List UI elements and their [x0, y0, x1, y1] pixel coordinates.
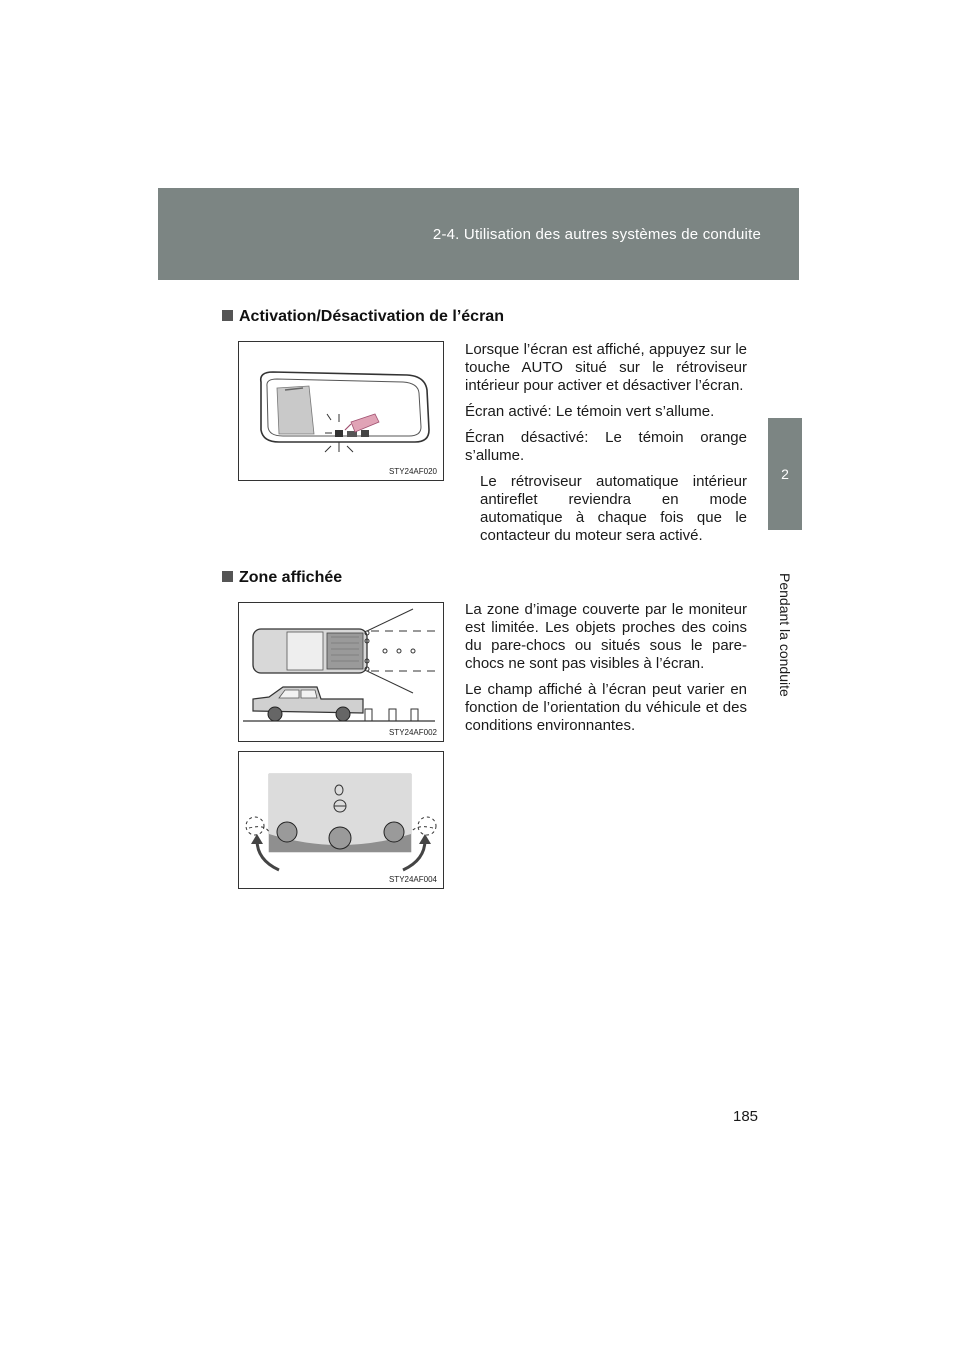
activation-text-block — [465, 341, 747, 553]
zone-text-block — [465, 601, 747, 743]
paragraph: Écran désactivé: Le témoin orange s’allume. — [465, 429, 747, 464]
bullet-square-icon — [222, 310, 233, 321]
paragraph: Écran activé: Le témoin vert s’allume. — [465, 403, 715, 420]
paragraph: Lorsque l’écran est affiché, appuyez sur le touche AUTO situé sur le rétroviseur intérieur pour activer et désactiver l’écran. — [465, 341, 747, 394]
figure-mirror — [238, 341, 444, 481]
chapter-tab-number: 2 — [768, 418, 802, 530]
figure-code: STY24AF004 — [388, 875, 437, 884]
paragraph: Le champ affiché à l’écran peut varier en fonction de l’orientation du véhicule et des conditions environnantes. — [465, 681, 747, 734]
heading-activation-text: Activation/Désactivation de l’écran — [239, 308, 504, 325]
paragraph-note: Le rétroviseur automatique intérieur antireflet reviendra en mode automatique à chaque fois que le contacteur du moteur sera activé. — [480, 473, 747, 544]
heading-zone — [222, 569, 342, 587]
header-bar — [158, 188, 799, 280]
heading-activation — [222, 308, 504, 326]
chapter-tab-label-wrap — [768, 530, 802, 740]
figure-code: STY24AF002 — [388, 728, 437, 737]
figure-code: STY24AF020 — [388, 467, 437, 476]
chapter-tab-label: Pendant la conduite — [777, 573, 793, 697]
paragraph: La zone d’image couverte par le moniteur est limitée. Les objets proches des coins du pare-chocs ou situés sous le pare-chocs ne sont pas visibles à l’écran. — [465, 601, 747, 672]
figure-truck-coverage — [238, 602, 444, 742]
section-title: 2-4. Utilisation des autres systèmes de conduite — [432, 226, 761, 243]
screen-view-illustration — [239, 752, 443, 888]
bullet-square-icon — [222, 571, 233, 582]
page-number: 185 — [733, 1108, 759, 1125]
truck-coverage-illustration — [239, 603, 443, 741]
heading-zone-text: Zone affichée — [239, 569, 343, 586]
figure-screen-view — [238, 751, 444, 889]
mirror-illustration — [239, 342, 443, 480]
